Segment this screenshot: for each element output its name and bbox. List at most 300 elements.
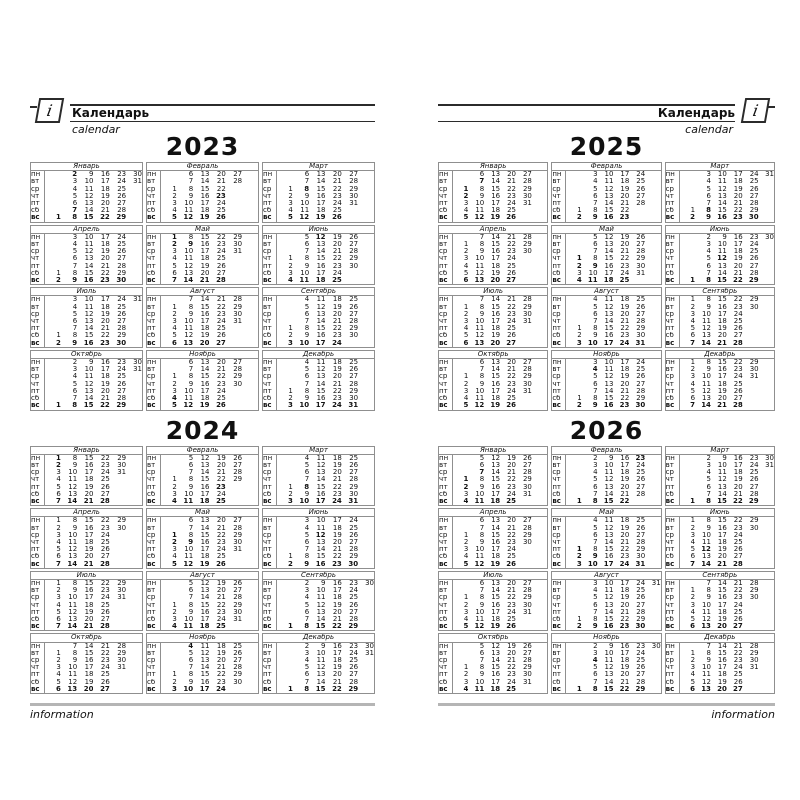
- weekday-row: [552, 498, 661, 506]
- month-calendar-2025-5: [551, 225, 661, 286]
- date-cell: 25: [117, 241, 127, 249]
- months-grid: [30, 162, 375, 411]
- weekday-label: вс: [665, 277, 679, 285]
- weekday-row: [147, 304, 259, 311]
- date-cell: 23: [332, 490, 342, 498]
- date-cell: 15: [491, 664, 501, 672]
- date-cell: 15: [316, 483, 326, 491]
- date-cell: 20: [620, 483, 630, 491]
- date-cell: 10: [184, 490, 194, 498]
- date-cell: [532, 594, 548, 601]
- weekday-label: ср: [439, 532, 453, 539]
- date-cell: [226, 325, 242, 332]
- date-cell: 6: [593, 531, 598, 539]
- date-cell: 20: [620, 241, 630, 249]
- info-icon: i: [741, 98, 770, 123]
- date-cell: 18: [332, 454, 342, 462]
- weekday-label: пн: [31, 296, 45, 304]
- date-cell: [453, 657, 469, 664]
- date-cell: 23: [216, 678, 226, 686]
- date-cell: [45, 200, 61, 207]
- weekday-label: пн: [263, 233, 277, 241]
- weekday-label: вт: [665, 241, 679, 248]
- date-cell: 28: [349, 476, 359, 484]
- date-cell: 5: [706, 255, 711, 263]
- date-cell: 6: [172, 269, 177, 277]
- date-cell: [629, 214, 645, 222]
- weekday-label: пт: [263, 546, 277, 553]
- date-cell: [759, 318, 775, 325]
- weekday-row: [147, 233, 259, 241]
- date-cell: [759, 484, 775, 491]
- weekday-label: ср: [665, 657, 679, 664]
- date-cell: 27: [233, 461, 243, 469]
- date-cell: [110, 484, 126, 491]
- date-cell: 14: [491, 233, 501, 241]
- date-cell: [342, 270, 358, 277]
- weekday-label: пн: [439, 454, 453, 462]
- date-cell: [759, 587, 775, 594]
- weekday-label: пн: [31, 517, 45, 525]
- date-cell: 21: [507, 656, 516, 664]
- date-cell: 17: [717, 531, 727, 539]
- date-cell: [645, 491, 661, 498]
- weekday-label: ср: [665, 594, 679, 601]
- date-cell: [358, 657, 374, 664]
- date-cell: 19: [733, 185, 743, 193]
- weekday-row: [439, 304, 548, 311]
- date-cell: 25: [749, 469, 759, 477]
- weekday-row: [665, 359, 774, 367]
- date-cell: 23: [636, 642, 646, 650]
- date-cell: 5: [690, 325, 696, 333]
- weekday-row: [439, 579, 548, 587]
- date-cell: 9: [72, 277, 78, 285]
- weekday-label: вт: [31, 650, 45, 657]
- date-cell: 28: [522, 295, 532, 304]
- weekday-row: [665, 525, 774, 532]
- date-cell: [566, 587, 582, 594]
- date-cell: 13: [200, 170, 210, 179]
- weekday-row: [31, 373, 143, 380]
- weekday-label: пт: [31, 671, 45, 678]
- date-cell: 16: [316, 192, 326, 200]
- date-cell: 27: [522, 649, 532, 657]
- date-cell: 28: [732, 339, 743, 347]
- weekday-row: [31, 332, 143, 339]
- weekday-row: [665, 602, 774, 609]
- weekday-label: пт: [439, 200, 453, 207]
- date-cell: 10: [475, 255, 485, 263]
- date-cell: 28: [233, 178, 243, 186]
- date-cell: 4: [592, 366, 598, 374]
- weekday-label: сб: [439, 553, 453, 560]
- weekday-label: сб: [263, 491, 277, 498]
- date-cell: 28: [636, 387, 646, 395]
- weekday-label: сб: [552, 616, 566, 623]
- date-cell: 21: [620, 248, 630, 256]
- date-cell: 15: [491, 476, 501, 484]
- date-cell: 28: [749, 490, 759, 498]
- date-cell: 27: [349, 538, 359, 546]
- date-cell: 19: [84, 483, 94, 491]
- weekday-row: [31, 207, 143, 214]
- weekday-label: сб: [147, 553, 161, 560]
- weekday-row: [439, 402, 548, 410]
- date-cell: 5: [304, 601, 310, 609]
- date-cell: 26: [506, 214, 516, 222]
- header-rule-stub: [30, 106, 37, 108]
- date-cell: 29: [233, 671, 243, 679]
- date-cell: [126, 616, 142, 623]
- weekday-label: вс: [552, 402, 566, 410]
- weekday-row: [147, 476, 259, 483]
- date-cell: [358, 373, 374, 380]
- weekday-row: [552, 642, 661, 650]
- weekday-row: [552, 517, 661, 525]
- date-cell: [277, 241, 293, 248]
- date-cell: 17: [84, 469, 94, 477]
- date-cell: [226, 686, 242, 694]
- date-cell: [759, 498, 775, 506]
- date-cell: 20: [620, 380, 630, 388]
- weekday-label: пт: [147, 609, 161, 616]
- month-title: Май: [147, 225, 259, 233]
- date-cell: [743, 340, 759, 348]
- weekday-row: [665, 657, 774, 664]
- date-cell: 3: [576, 339, 582, 347]
- date-cell: 2: [463, 310, 469, 318]
- date-cell: 14: [604, 200, 614, 208]
- date-cell: [358, 311, 374, 318]
- weekday-row: [552, 594, 661, 601]
- date-cell: 18: [332, 656, 342, 664]
- date-cell: 5: [463, 402, 469, 410]
- weekday-row: [147, 373, 259, 380]
- date-cell: 18: [603, 277, 614, 285]
- date-cell: 2: [463, 671, 469, 679]
- date-cell: 13: [200, 461, 210, 469]
- date-cell: 4: [690, 671, 696, 679]
- weekday-label: вс: [439, 686, 453, 694]
- date-cell: 13: [84, 318, 94, 326]
- year-heading: 2024: [165, 415, 240, 445]
- date-cell: 25: [233, 642, 243, 650]
- date-cell: 31: [349, 200, 359, 208]
- weekday-row: [439, 525, 548, 532]
- weekday-label: ср: [263, 657, 277, 664]
- date-cell: 30: [348, 560, 359, 568]
- date-cell: [358, 616, 374, 623]
- date-cell: 29: [522, 664, 532, 672]
- weekday-row: [665, 318, 774, 325]
- date-cell: 16: [620, 454, 630, 462]
- date-cell: 15: [491, 373, 501, 381]
- date-cell: 28: [522, 178, 532, 186]
- date-cell: 27: [349, 241, 359, 249]
- date-cell: 29: [349, 553, 359, 561]
- date-cell: 2: [690, 594, 696, 602]
- date-cell: 24: [216, 615, 226, 623]
- date-cell: [566, 193, 582, 200]
- weekday-label: сб: [439, 270, 453, 277]
- date-cell: [645, 248, 661, 255]
- date-cell: 9: [479, 248, 485, 256]
- date-cell: 30: [233, 380, 243, 388]
- date-cell: 21: [717, 560, 727, 568]
- date-cell: [45, 359, 61, 367]
- date-cell: [277, 657, 293, 664]
- date-cell: 20: [100, 255, 110, 263]
- date-cell: 19: [620, 373, 630, 381]
- date-cell: 21: [507, 295, 516, 304]
- date-cell: [358, 193, 374, 200]
- date-cell: 23: [733, 524, 743, 532]
- date-cell: [277, 642, 293, 650]
- date-cell: 3: [72, 295, 78, 304]
- date-cell: 23: [619, 402, 630, 410]
- date-cell: 25: [749, 248, 759, 256]
- date-cell: 14: [491, 524, 501, 532]
- date-cell: 8: [706, 207, 711, 215]
- date-cell: 4: [690, 318, 696, 326]
- weekday-label: вс: [31, 277, 45, 285]
- date-cell: 17: [200, 615, 210, 623]
- date-cell: [679, 469, 695, 476]
- weekday-label: чт: [31, 602, 45, 609]
- date-cell: 23: [733, 594, 743, 602]
- month-title: Декабрь: [665, 350, 774, 358]
- date-cell: [126, 325, 142, 332]
- date-cell: 30: [522, 380, 532, 388]
- date-cell: 5: [188, 649, 194, 657]
- date-cell: 2: [172, 380, 177, 388]
- weekday-row: [31, 402, 143, 410]
- date-cell: 19: [717, 546, 727, 554]
- date-cell: [759, 476, 775, 483]
- date-cell: 10: [475, 318, 485, 326]
- date-cell: 7: [593, 678, 598, 686]
- weekday-row: [147, 650, 259, 657]
- date-cell: [126, 207, 142, 214]
- date-cell: 5: [72, 310, 78, 318]
- month-calendar-2026-1: [438, 446, 548, 507]
- date-cell: [453, 178, 469, 185]
- weekday-label: чт: [263, 318, 277, 325]
- date-cell: 12: [474, 214, 485, 222]
- date-cell: 18: [717, 380, 727, 388]
- weekday-label: пт: [147, 263, 161, 270]
- date-cell: [532, 484, 548, 491]
- date-cell: 28: [349, 178, 359, 186]
- date-cell: 14: [604, 248, 614, 256]
- date-cell: [358, 296, 374, 304]
- date-cell: [453, 525, 469, 532]
- date-cell: [277, 462, 293, 469]
- date-cell: 14: [316, 318, 326, 326]
- date-cell: 3: [304, 649, 310, 657]
- date-cell: 16: [603, 623, 614, 631]
- date-cell: 12: [316, 601, 326, 609]
- date-cell: 2: [593, 642, 598, 650]
- date-cell: 26: [349, 233, 359, 241]
- date-cell: 22: [216, 233, 226, 241]
- date-cell: 16: [200, 241, 210, 249]
- weekday-label: вт: [31, 462, 45, 469]
- date-cell: 11: [474, 685, 485, 693]
- date-cell: [566, 241, 582, 248]
- date-cell: 25: [507, 553, 516, 561]
- weekday-row: [263, 587, 375, 594]
- date-cell: 11: [702, 671, 711, 679]
- weekday-row: [439, 248, 548, 255]
- date-cell: 24: [332, 269, 342, 277]
- weekday-label: вт: [665, 366, 679, 373]
- date-cell: 3: [593, 170, 598, 179]
- date-cell: [743, 332, 759, 339]
- date-cell: 10: [184, 248, 194, 256]
- date-cell: 9: [706, 524, 711, 532]
- date-cell: 18: [84, 538, 94, 546]
- date-cell: [242, 332, 258, 339]
- weekday-label: пт: [552, 200, 566, 207]
- weekday-label: вс: [31, 498, 45, 506]
- date-cell: 7: [55, 560, 61, 568]
- date-cell: [110, 476, 126, 483]
- date-cell: 26: [506, 623, 516, 631]
- date-cell: 21: [332, 178, 342, 186]
- date-cell: 2: [576, 553, 582, 561]
- date-cell: [453, 650, 469, 657]
- date-cell: 25: [733, 538, 743, 546]
- date-cell: [679, 233, 695, 241]
- date-cell: [242, 579, 258, 587]
- date-cell: 7: [593, 490, 598, 498]
- date-cell: 13: [316, 310, 326, 318]
- date-cell: [645, 263, 661, 270]
- date-cell: [45, 366, 61, 373]
- date-cell: 11: [316, 454, 326, 462]
- date-cell: [358, 671, 374, 678]
- weekday-row: [665, 395, 774, 402]
- date-cell: 5: [72, 192, 78, 200]
- weekday-row: [439, 517, 548, 525]
- month-title: Январь: [439, 446, 548, 454]
- date-cell: [226, 553, 242, 560]
- date-cell: 19: [216, 454, 226, 462]
- date-cell: 19: [620, 594, 630, 602]
- weekday-row: [439, 270, 548, 277]
- weekday-label: пт: [665, 609, 679, 616]
- date-cell: 27: [349, 671, 359, 679]
- date-cell: 2: [577, 332, 582, 340]
- date-cell: 8: [72, 214, 78, 222]
- date-cell: 21: [620, 608, 630, 616]
- month-calendar-2025-7: [438, 287, 548, 348]
- date-cell: 2: [463, 538, 469, 546]
- weekday-row: [439, 664, 548, 671]
- weekday-row: [439, 296, 548, 304]
- date-cell: [242, 454, 258, 462]
- weekday-row: [263, 332, 375, 339]
- date-cell: 15: [315, 623, 326, 631]
- date-cell: 1: [463, 476, 469, 484]
- date-cell: 30: [117, 656, 127, 664]
- date-cell: [226, 270, 242, 277]
- date-cell: [532, 340, 548, 348]
- date-cell: 9: [72, 587, 78, 595]
- date-cell: [277, 609, 293, 616]
- date-cell: 10: [702, 373, 711, 381]
- date-cell: [358, 381, 374, 388]
- date-cell: [277, 304, 293, 311]
- weekday-label: ср: [439, 594, 453, 601]
- date-cell: 9: [321, 642, 326, 650]
- date-cell: 4: [706, 248, 711, 256]
- date-cell: 11: [604, 469, 614, 477]
- date-cell: [645, 484, 661, 491]
- weekday-row: [439, 171, 548, 179]
- date-cell: 9: [592, 623, 598, 631]
- date-cell: [358, 686, 374, 694]
- weekday-label: вт: [439, 241, 453, 248]
- weekday-label: вс: [147, 498, 161, 506]
- date-cell: [645, 454, 661, 462]
- date-cell: [759, 650, 775, 657]
- date-cell: 19: [199, 402, 210, 410]
- date-cell: 28: [636, 200, 646, 208]
- date-cell: 12: [702, 678, 711, 686]
- weekday-row: [31, 186, 143, 193]
- date-cell: 17: [491, 608, 501, 616]
- date-cell: 1: [171, 531, 177, 539]
- date-cell: 10: [300, 200, 310, 208]
- date-cell: 24: [733, 310, 743, 318]
- date-cell: 30: [233, 310, 243, 318]
- date-cell: 19: [100, 380, 110, 388]
- date-cell: 21: [332, 615, 342, 623]
- date-cell: 10: [587, 339, 598, 347]
- weekday-label: чт: [263, 193, 277, 200]
- weekday-row: [665, 207, 774, 214]
- weekday-row: [263, 340, 375, 348]
- weekday-row: [147, 318, 259, 325]
- date-cell: 30: [349, 395, 359, 403]
- weekday-label: ср: [552, 469, 566, 476]
- date-cell: 11: [604, 587, 614, 595]
- date-cell: [242, 642, 258, 650]
- date-cell: 6: [56, 553, 61, 561]
- date-cell: 29: [117, 516, 127, 525]
- date-cell: [242, 594, 258, 601]
- weekday-label: ср: [147, 248, 161, 255]
- weekday-row: [439, 546, 548, 553]
- date-cell: 29: [635, 685, 646, 693]
- date-cell: 12: [604, 476, 614, 484]
- weekday-label: сб: [263, 332, 277, 339]
- date-cell: 10: [184, 387, 194, 395]
- weekday-label: вт: [31, 241, 45, 248]
- date-cell: 28: [636, 538, 646, 546]
- date-cell: 17: [717, 601, 727, 609]
- date-cell: 9: [72, 656, 78, 664]
- date-cell: 24: [507, 255, 516, 263]
- date-cell: 4: [690, 608, 696, 616]
- date-cell: 1: [463, 303, 469, 311]
- date-cell: 18: [100, 241, 110, 249]
- date-cell: [358, 388, 374, 395]
- date-cell: 3: [288, 269, 293, 277]
